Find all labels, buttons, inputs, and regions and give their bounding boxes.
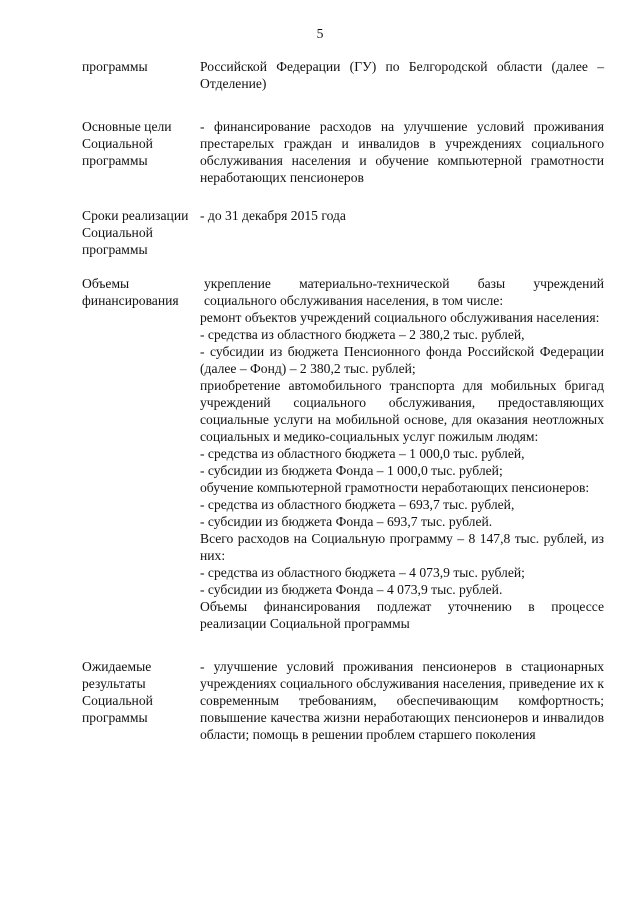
paragraph: Российской Федерации (ГУ) по Белгородской области (далее – Отделение) xyxy=(200,59,604,91)
row-value xyxy=(200,58,604,92)
paragraph: - субсидии из бюджета Фонда – 4 073,9 тыс. рублей. xyxy=(200,582,503,597)
row-value xyxy=(200,658,604,743)
paragraph: - субсидии из бюджета Пенсионного фонда Российской Федерации (далее – Фонд) – 2 380,2 тыс. рублей; xyxy=(200,344,604,376)
row-label: Ожидаемые результаты Социальной программы xyxy=(82,659,153,725)
row-label: Сроки реализации Социальной программы xyxy=(82,208,189,257)
paragraph: приобретение автомобильного транспорта для мобильных бригад учреждений социального обслуживания, предоставляющих социальные услуги на мобильной основе, для оказания неотложных социальных и медико-социальных услуг пожилым людям: xyxy=(200,378,604,444)
program-passport-table xyxy=(82,58,604,743)
paragraph: - средства из областного бюджета – 1 000,0 тыс. рублей, xyxy=(200,446,525,461)
page-number: 5 xyxy=(316,26,324,41)
paragraph: укрепление материально-технической базы учреждений социального обслуживания населения, в том числе: xyxy=(204,276,604,308)
row-expected-results xyxy=(82,658,604,743)
paragraph: - финансирование расходов на улучшение условий проживания престарелых граждан и инвалидов в учреждениях социального обслуживания населения и обучение компьютерной грамотности неработающих пенсионеров xyxy=(200,119,604,185)
row-label: Основные цели Социальной программы xyxy=(82,119,172,168)
paragraph: - субсидии из бюджета Фонда – 1 000,0 тыс. рублей; xyxy=(200,463,503,478)
paragraph: - до 31 декабря 2015 года xyxy=(200,208,346,223)
paragraph: обучение компьютерной грамотности неработающих пенсионеров: xyxy=(200,480,590,495)
row-funding xyxy=(82,275,604,632)
row-value xyxy=(200,118,604,186)
paragraph: ремонт объектов учреждений социального обслуживания населения: xyxy=(200,310,600,325)
paragraph: - субсидии из бюджета Фонда – 693,7 тыс. рублей. xyxy=(200,514,493,529)
paragraph: Объемы финансирования подлежат уточнению в процессе реализации Социальной программы xyxy=(200,599,604,631)
row-label: программы xyxy=(82,59,148,74)
paragraph: - средства из областного бюджета – 693,7 тыс. рублей, xyxy=(200,497,515,512)
paragraph: - улучшение условий проживания пенсионеров в стационарных учреждениях социального обслуживания населения, приведение их к современным требованиям, обеспечивающим комфортность; повышение качества жизни неработающих пенсионеров и инвалидов области; помощь в решении проблем старшего поколения xyxy=(200,659,604,742)
row-timeline xyxy=(82,207,604,258)
row-label: Объемы финансирования xyxy=(82,276,179,308)
paragraph: - средства из областного бюджета – 4 073,9 тыс. рублей; xyxy=(200,565,525,580)
row-responsible-executor xyxy=(82,58,604,92)
row-value xyxy=(200,207,604,258)
row-value xyxy=(200,275,604,632)
paragraph: - средства из областного бюджета – 2 380,2 тыс. рублей, xyxy=(200,327,525,342)
paragraph: Всего расходов на Социальную программу – 8 147,8 тыс. рублей, из них: xyxy=(200,531,604,563)
row-main-goals xyxy=(82,118,604,186)
